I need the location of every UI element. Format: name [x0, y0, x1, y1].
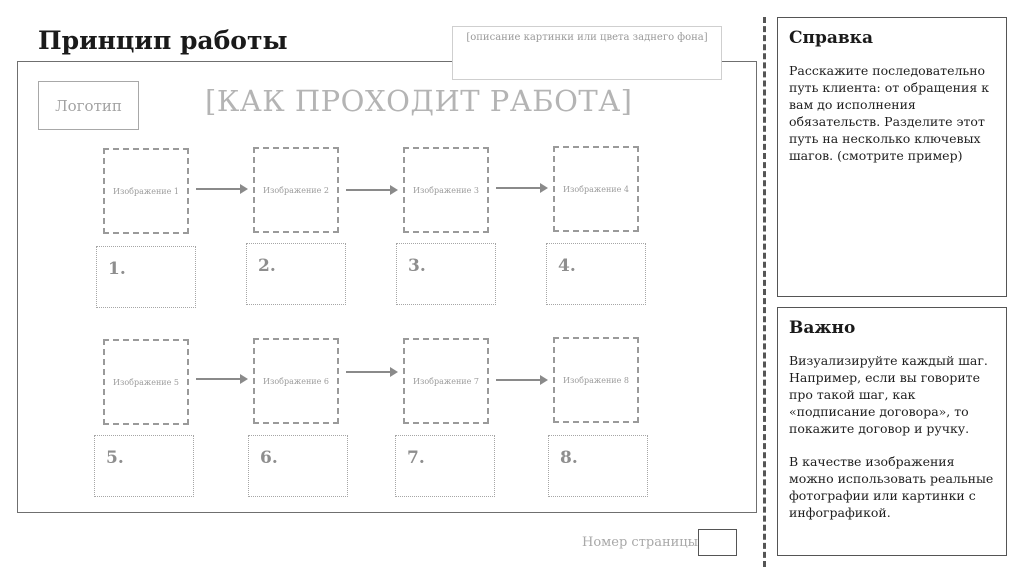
step-number: 4. — [558, 256, 576, 276]
important-panel — [777, 307, 1007, 556]
important-paragraph-2: В качестве изображения можно использовать реальные фотографии или картинки с инфографикой. — [789, 454, 994, 520]
step-image-label: Изображение 7 — [413, 376, 479, 386]
step-image-1 — [103, 148, 189, 234]
arrow-right-icon — [496, 374, 550, 386]
step-number: 7. — [407, 448, 425, 468]
step-image-6 — [253, 338, 339, 424]
page-title: Принцип работы — [38, 26, 288, 55]
step-image-4 — [553, 146, 639, 232]
step-image-2 — [253, 147, 339, 233]
step-number: 8. — [560, 448, 578, 468]
step-number: 1. — [108, 259, 126, 279]
help-title: Справка — [789, 28, 873, 48]
panel-divider — [763, 17, 766, 567]
step-number-box-3 — [396, 243, 496, 305]
step-number-box-8 — [548, 435, 648, 497]
important-title: Важно — [789, 318, 856, 338]
arrow-right-icon — [496, 182, 550, 194]
step-image-label: Изображение 6 — [263, 376, 329, 386]
step-number-box-2 — [246, 243, 346, 305]
step-image-label: Изображение 2 — [263, 185, 329, 195]
step-image-label: Изображение 8 — [563, 375, 629, 385]
arrow-right-icon — [346, 184, 400, 196]
step-image-label: Изображение 5 — [113, 377, 179, 387]
step-number-box-1 — [96, 246, 196, 308]
step-number: 5. — [106, 448, 124, 468]
step-image-3 — [403, 147, 489, 233]
step-image-label: Изображение 4 — [563, 184, 629, 194]
step-number: 6. — [260, 448, 278, 468]
help-text: Расскажите последовательно путь клиента: от обращения к вам до исполнения обязательств. Разделите этот путь на несколько ключевых шагов. (смотрите пример) — [789, 63, 990, 163]
step-number: 3. — [408, 256, 426, 276]
logo-label: Логотип — [55, 96, 122, 115]
step-number-box-6 — [248, 435, 348, 497]
arrow-right-icon — [196, 183, 250, 195]
arrow-right-icon — [196, 373, 250, 385]
step-number-box-4 — [546, 243, 646, 305]
important-paragraph-1: Визуализируйте каждый шаг. Например, если вы говорите про такой шаг, как «подписание договора», то покажите договор и ручку. — [789, 353, 988, 436]
step-image-8 — [553, 337, 639, 423]
logo-placeholder — [38, 81, 139, 130]
step-image-label: Изображение 3 — [413, 185, 479, 195]
step-number-box-7 — [395, 435, 495, 497]
step-number-box-5 — [94, 435, 194, 497]
step-number: 2. — [258, 256, 276, 276]
heading-placeholder: [КАК ПРОХОДИТ РАБОТА] — [205, 84, 633, 118]
page-number-label: Номер страницы — [582, 535, 699, 550]
help-panel — [777, 17, 1007, 297]
step-image-5 — [103, 339, 189, 425]
page-number-box — [698, 529, 737, 556]
background-note: [описание картинки или цвета заднего фона] — [452, 26, 722, 80]
step-image-label: Изображение 1 — [113, 186, 179, 196]
step-image-7 — [403, 338, 489, 424]
arrow-right-icon — [346, 366, 400, 378]
